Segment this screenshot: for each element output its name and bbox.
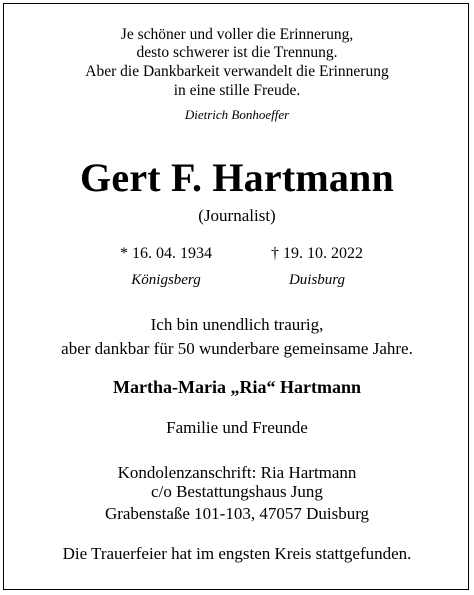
quote-line-2: desto schwerer ist die Trennung. [136, 44, 338, 61]
condolence-line-1: Kondolenzanschrift: Ria Hartmann [117, 463, 357, 482]
deceased-name: Gert F. Hartmann [80, 155, 394, 200]
death-date: † 19. 10. 2022 [271, 245, 363, 262]
condolence-line-3: Grabenstaße 101-103, 47057 Duisburg [104, 504, 370, 523]
quote-line-1: Je schöner und voller die Erinnerung, [120, 26, 354, 43]
birth-date: * 16. 04. 1934 [120, 245, 212, 262]
deceased-profession: (Journalist) [198, 206, 276, 225]
quote-line-4: in eine stille Freude. [173, 82, 301, 99]
birth-place: Königsberg [131, 272, 201, 288]
message-line-2: aber dankbar für 50 wunderbare gemeinsame Jahre. [61, 339, 413, 358]
mourner-name: Martha-Maria „Ria“ Hartmann [113, 377, 361, 397]
message-line-1: Ich bin unendlich traurig, [150, 315, 324, 334]
quote-author: Dietrich Bonhoeffer [184, 107, 290, 122]
funeral-note: Die Trauerfeier hat im engsten Kreis stattgefunden. [62, 544, 412, 563]
condolence-line-2: c/o Bestattungshaus Jung [151, 482, 323, 501]
death-place: Duisburg [288, 272, 346, 288]
family-line: Familie und Freunde [166, 418, 308, 437]
quote-line-3: Aber die Dankbarkeit verwandelt die Erinnerung [85, 63, 389, 80]
